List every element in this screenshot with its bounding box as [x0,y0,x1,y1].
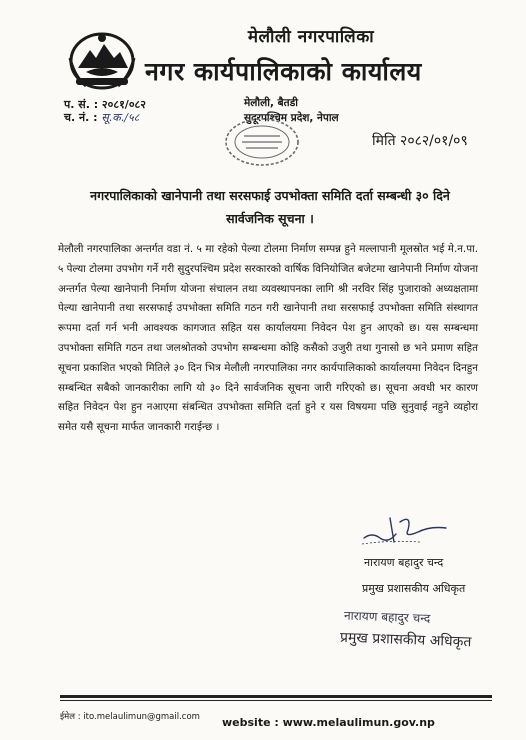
reference-number: प. सं. : २०८१/०८२ [64,98,146,111]
date: मिति २०८२/०१/०९ [372,133,468,149]
footer-email: ईमेल : ito.melaulimun@gmail.com [60,712,200,722]
notice-title-line-1: नगरपालिकाको खानेपानी तथा सरसफाई उपभोक्ता समिति दर्ता सम्बन्धी ३० दिने [90,188,450,203]
office-seal-stamp-icon [222,116,302,168]
dispatch-label: च. नं. : [64,111,98,124]
handwritten-signature-icon [360,508,450,548]
address-line-1: मेलौली, बैतडी [244,97,298,109]
footer-divider-thin [60,700,492,701]
notice-title-line-2: सार्वजनिक सूचना । [226,211,314,226]
dispatch-value: सू.क./५८ [101,111,140,124]
name-stamp: नारायण बहादुर चन्द [343,608,431,626]
signatory-title: प्रमुख प्रशासकीय अधिकृत [362,582,466,595]
dispatch-number [64,110,139,125]
office-title: नगर कार्यपालिकाको कार्यालय [145,57,422,86]
title-stamp: प्रमुख प्रशासकीय अधिकृत [339,629,472,651]
notice-body: मेलौली नगरपालिका अन्तर्गत वडा नं. ५ मा रहेको पेल्या टोलमा निर्माण सम्पन्न हुने मल्लापानी मूलस्रोत भई मे.न.पा. ५ पेल्या टोलमा उपभोग गर्ने गरी सुदुरपश्चिम प्रदेश सरकारको वार्षिक विनियोजित बजेटमा खानेपानी निर्माण योजना अन्तर्गत पेल्या खानेपानी निर्माण योजना संचालन तथा व्यवस्थापनका लागि श्री नरविर सिंह पुजाराको अध्यक्षतामा पेल्या खानेपानी तथा सरसफाई उपभोक्ता समिति गठन गरी खानेपानी तथा सरसफाई उपभोक्ता समिति संस्थागत रूपमा दर्ता गर्न भनी आवश्यक कागजात सहित यस कार्यालयमा निवेदन पेश हुन आएको छ। यस सम्बन्धमा उपभोक्ता समिति गठन तथा जलश्रोतको उपभोग सम्बन्धमा कोहि कसैको उजुरी तथा गुनासो छ भने प्रमाण सहित सूचना प्रकाशित भएको मितिले ३० दिन भित्र मेलौली नगरपालिका नगर कार्यपालिकाको कार्यालयमा निवेदन दिनहुन सम्बन्धित सबैको जानकारीका लागि यो ३० दिने सार्वजनिक सूचना जारी गरिएको छ। सूचना अवधी भर कारण सहित निवेदन पेश हुन नआएमा संबन्धित उपभोक्ता समिति दर्ता हुने र यस विषयमा पछि सुनुवाई नहुने व्यहोरा समेत यसै सूचना मार्फत जानकारी गराईन्छ । [58,243,478,434]
footer-website: website : www.melaulimun.gov.np [222,716,435,729]
footer-divider [60,695,492,698]
notice-title [60,184,480,230]
signatory-name: नारायण बहादुर चन्द [364,556,444,569]
address-line-2: सुदूरपश्चिम प्रदेश, नेपाल [244,112,339,124]
org-name: मेलौली नगरपालिका [247,27,375,47]
